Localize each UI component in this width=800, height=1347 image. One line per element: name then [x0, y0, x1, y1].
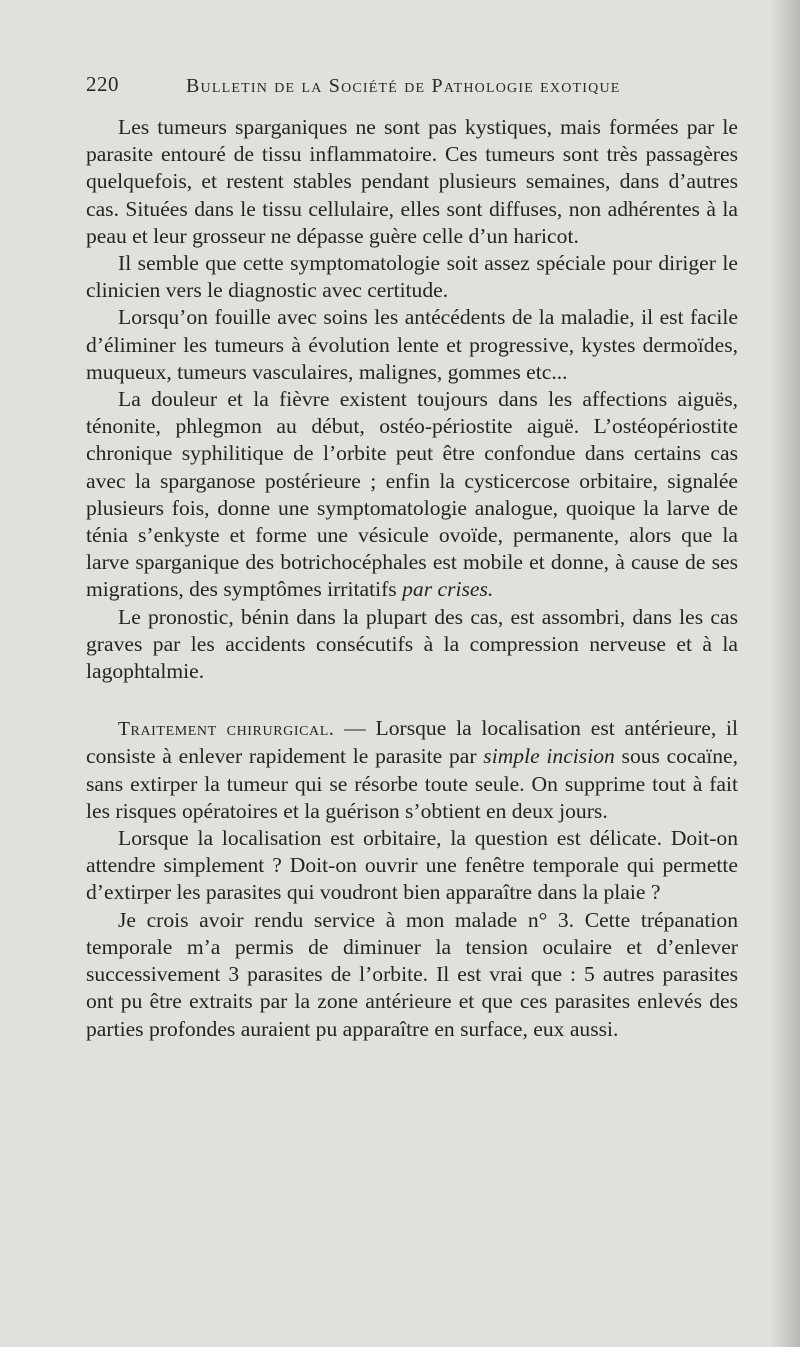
- section-heading: Traitement chirurgical.: [118, 719, 335, 741]
- paragraph-text: sous cocaïne, sans extirper la tumeur qui se résorbe toute seule. On supprime tout à fait les risques opératoires et la guérison s’obtient en deux jours.: [86, 744, 739, 823]
- paragraph-symptomatology: [86, 250, 738, 304]
- page-number: 220: [86, 72, 119, 96]
- journal-title: Bulletin de la Société de Pathologie exotique: [186, 75, 621, 97]
- paragraph-case-report: [86, 907, 738, 1043]
- paragraph-tumor-description: [86, 114, 738, 250]
- paragraph-differential-acute: [86, 386, 738, 604]
- italic-phrase: simple incision: [483, 744, 615, 769]
- paragraph-text: Le pronostic, bénin dans la plupart des cas, est assombri, dans les cas graves par les accidents consécutifs à la compression nerveuse et à la lagophtalmie.: [86, 604, 738, 684]
- paragraph-text: Il semble que cette symptomatologie soit assez spéciale pour diriger le clinicien vers le diagnostic avec certitude.: [86, 251, 738, 303]
- paragraph-text: Lorsque la localisation est orbitaire, la question est délicate. Doit-on attendre simplement ? Doit-on ouvrir une fenêtre temporale qui permette d’extirper les parasites qui voudront bien apparaître dans la plaie ?: [86, 826, 738, 905]
- article-body: [86, 114, 738, 1043]
- running-head: [84, 72, 740, 102]
- paragraph-text: Les tumeurs sparganiques ne sont pas kystiques, mais formées par le parasite entouré de tissu inflammatoire. Ces tumeurs sont très passagères quelquefois, et restent stables pendant plusieurs semaines, dans d’autres cas. Situées dans le tissu cellulaire, elles sont diffuses, non adhérentes à la peau et leur grosseur ne dépasse guère celle d’un haricot.: [86, 115, 738, 248]
- paragraph-text: La douleur et la fièvre existent toujours dans les affections aiguës, ténonite, phlegmon au début, ostéo-périostite aiguë. L’ostéopériostite chronique syphilitique de l’orbite peut être confondue dans certains cas avec la sparganose postérieure ; enfin la cysticercose orbitaire, signalée plusieurs fois, donne une symptomatologie analogue, quoique la larve de ténia s’enkyste et forme une vésicule ovoïde, permanente, alors que la larve sparganique des botrichocéphales est mobile et donne, à cause de ses migrations, des symptômes irritatifs: [86, 387, 738, 602]
- paragraph-text: — Lorsque la localisation est antérieure, il consiste à enlever rapidement le parasite par: [86, 716, 738, 769]
- paragraph-text: Je crois avoir rendu service à mon malade n° 3. Cette trépanation temporale m’a permis de diminuer la tension oculaire et d’enlever successivement 3 parasites de l’orbite. Il est vrai que : 5 autres parasites ont pu être extraits par la zone antérieure et que ces parasites enlevés des parties profondes auraient pu apparaître en surface, eux aussi.: [86, 907, 738, 1041]
- paragraph-orbital-question: [86, 825, 738, 907]
- paragraph-differential-slow-tumors: [86, 304, 738, 386]
- paragraph-text: Lorsqu’on fouille avec soins les antécédents de la maladie, il est facile d’éliminer les tumeurs à évolution lente et progressive, kystes dermoïdes, muqueux, tumeurs vasculaires, malignes, gommes etc...: [86, 305, 738, 384]
- paragraph-surgical-treatment: [86, 715, 738, 825]
- paragraph-prognosis: [86, 604, 738, 686]
- italic-phrase: par crises.: [402, 577, 494, 602]
